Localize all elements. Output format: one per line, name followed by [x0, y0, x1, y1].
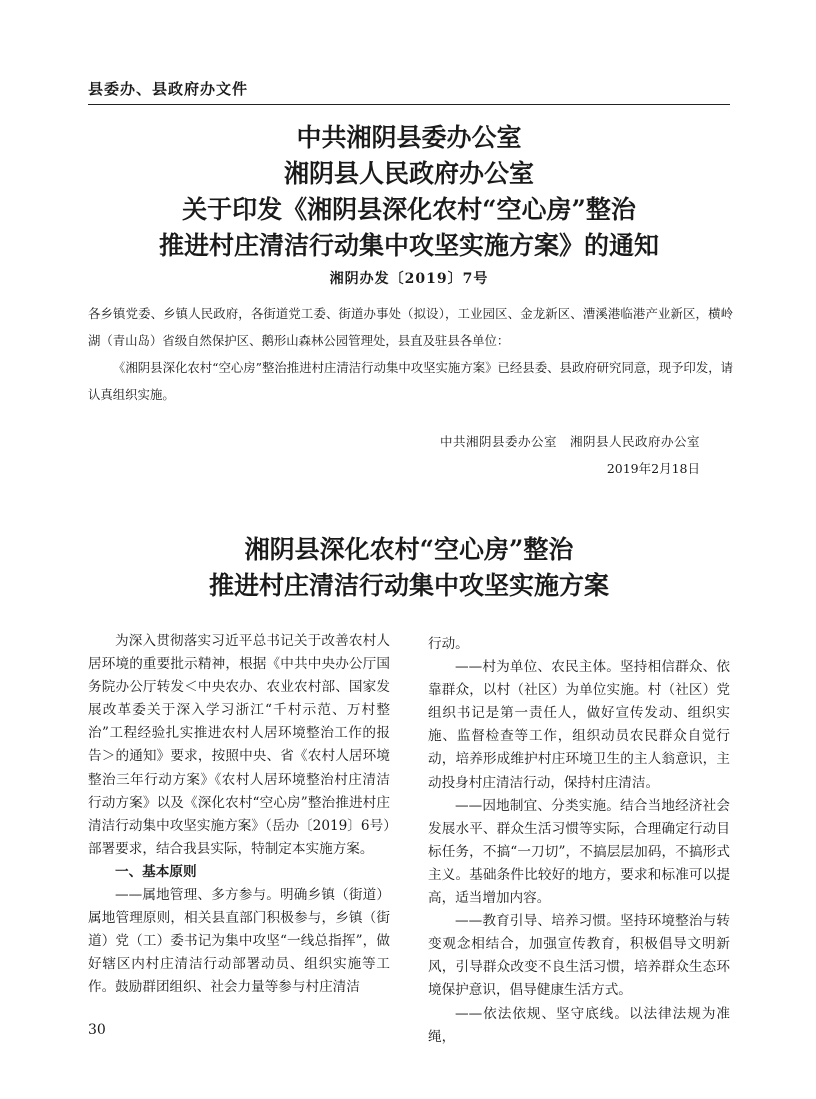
notice-title-line: 中共湘阴县委办公室 — [296, 123, 522, 152]
section-heading: 一、基本原则 — [115, 863, 197, 880]
notice-title-line: 关于印发《湘阴县深化农村“空心房”整治 — [182, 195, 636, 224]
notice-title-line: 推进村庄清洁行动集中攻坚实施方案》的通知 — [158, 231, 659, 260]
plan-title — [88, 532, 730, 604]
running-header: 县委办、县政府办文件 — [88, 80, 249, 98]
plan-title-line: 湘阴县深化农村“空心房”整治 — [244, 535, 574, 564]
addressees: 各乡镇党委、乡镇人民政府，各街道党工委、街道办事处（拟设），工业园区、金龙新区、漕溪港临港产业新区，横岭湖（青山岛）省级自然保护区、鹅形山森林公园管理处，县直及驻县各单位： — [88, 306, 733, 348]
plan-title-line: 推进村庄清洁行动集中攻坚实施方案 — [208, 571, 609, 600]
notice-title — [88, 120, 730, 264]
document-number: 湘阴办发〔2019〕7号 — [329, 271, 489, 287]
principle-paragraph: ——因地制宜、分类实施。结合当地经济社会发展水平、群众生活习惯等实际，合理确定行动目标任务，不搞“一刀切”，不搞层层加码，不搞形式主义。基础条件比较好的地方，要求和标准可以提高，适当增加内容。 — [428, 797, 730, 907]
right-column — [428, 633, 730, 1049]
issue-date: 2019年2月18日 — [606, 461, 700, 476]
principle-continuation: 行动。 — [428, 636, 469, 652]
page-number: 30 — [88, 1022, 106, 1038]
principle-paragraph: ——依法依规、坚守底线。以法律法规为准绳， — [428, 1005, 730, 1045]
notice-title-line: 湘阴县人民政府办公室 — [283, 159, 534, 188]
principle-paragraph: ——教育引导、培养习惯。坚持环境整治与转变观念相结合，加强宣传教育，积极倡导文明新风，引导群众改变不良生活习惯，培养群众生态环境保护意识，倡导健康生活方式。 — [428, 913, 730, 999]
notice-text: 《湘阴县深化农村“空心房”整治推进村庄清洁行动集中攻坚实施方案》已经县委、县政府研究同意，现予印发，请认真组织实施。 — [88, 360, 733, 402]
principle-paragraph: ——村为单位、农民主体。坚持相信群众、依靠群众，以村（社区）为单位实施。村（社区）党组织书记是第一责任人，做好宣传发动、组织实施、监督检查等工作，组织动员农民群众自觉行动，培养形成维护村庄环境卫生的主人翁意识，主动投身村庄清洁行动，保持村庄清洁。 — [428, 659, 730, 791]
signatories: 中共湘阴县委办公室 湘阴县人民政府办公室 — [439, 434, 700, 449]
plan-intro: 为深入贯彻落实习近平总书记关于改善农村人居环境的重要批示精神，根据《中共中央办公厅国务院办公厅转发＜中央农办、农业农村部、国家发展改革委关于深入学习浙江“千村示范、万村整治”工程经验扎实推进农村人居环境整治工作的报告＞的通知》要求，按照中央、省《农村人居环境整治三年行动方案》《农村人居环境整治村庄清洁行动方案》以及《深化农村“空心房”整治推进村庄清洁行动集中攻坚实施方案》（岳办〔2019〕6号）部署要求，结合我县实际，特制定本实施方案。 — [88, 633, 390, 857]
notice-body — [88, 300, 733, 408]
principle-paragraph: ——属地管理、多方参与。明确乡镇（街道）属地管理原则，相关县直部门积极参与，乡镇（街道）党（工）委书记为集中攻坚“一线总指挥”，做好辖区内村庄清洁行动部署动员、组织实施等工作。鼓励群团组织、社会力量等参与村庄清洁 — [88, 887, 390, 996]
left-column — [88, 630, 390, 1000]
header-divider — [88, 104, 730, 105]
